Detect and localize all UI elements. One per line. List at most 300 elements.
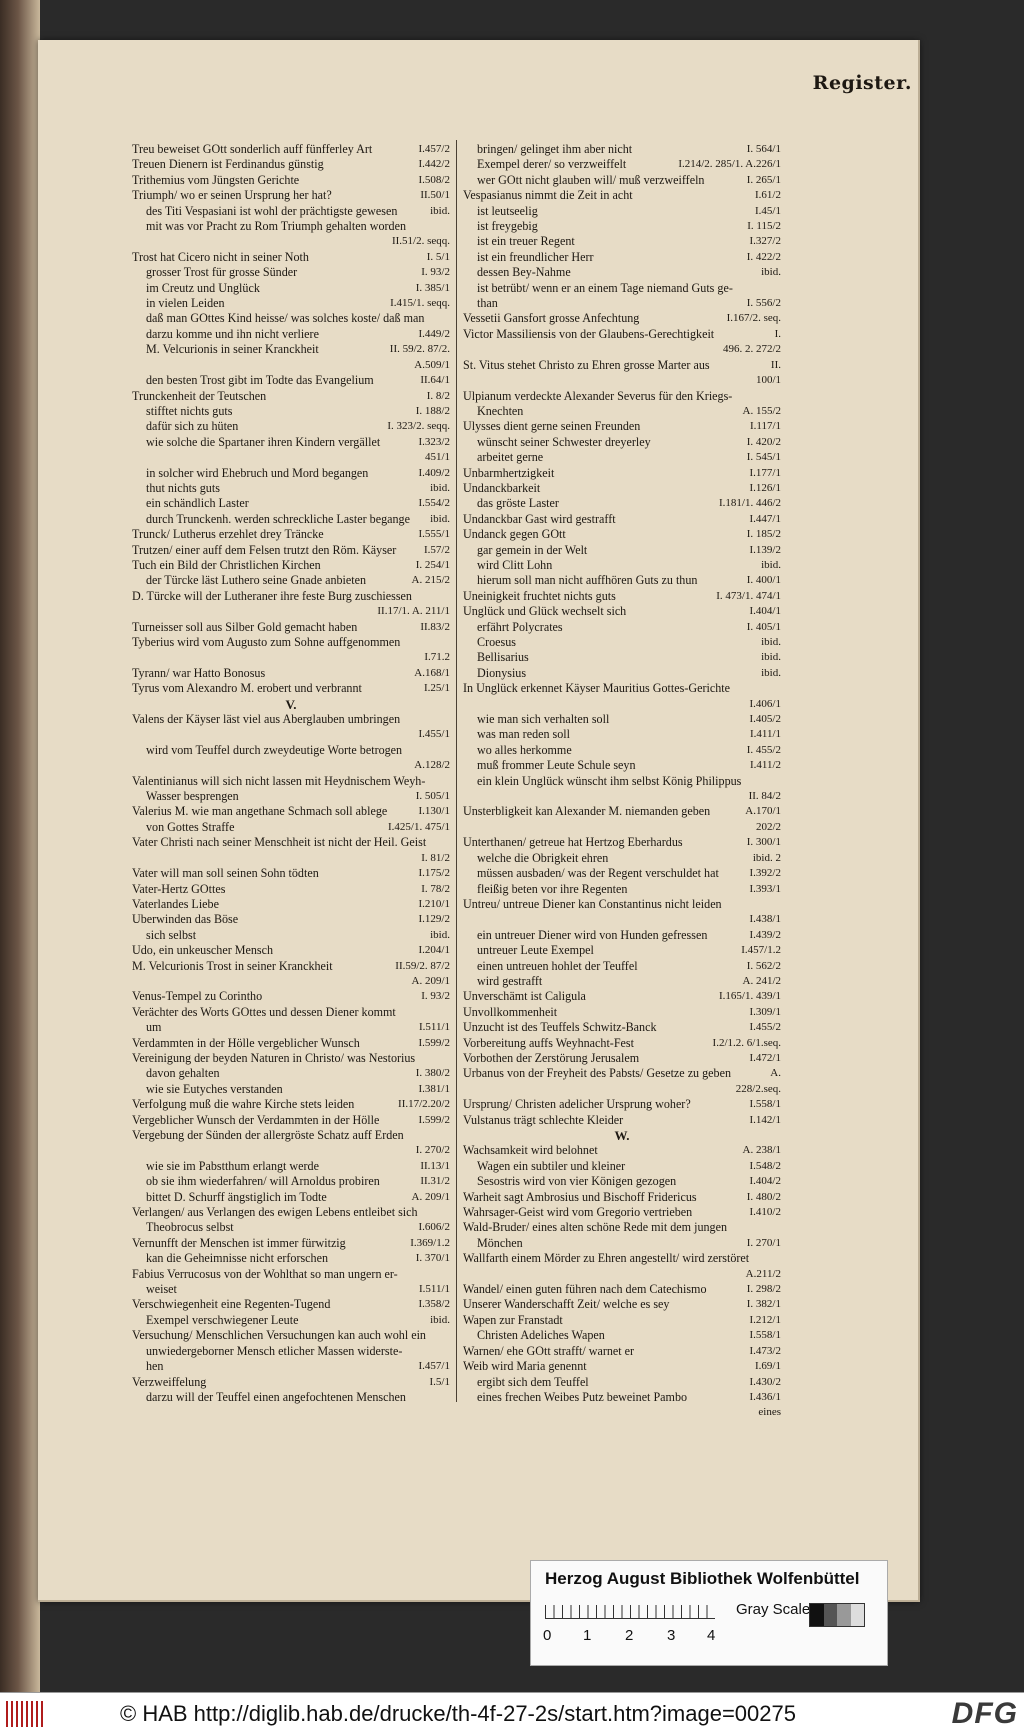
index-entry — [132, 835, 450, 850]
index-entry — [463, 820, 781, 835]
running-head: Register. — [812, 72, 912, 94]
entry-text: Vergeblicher Wunsch der Verdammten in der Hölle — [132, 1112, 380, 1127]
entry-text: ist leutseelig — [477, 203, 538, 218]
page-reference: I.2/1.2. 6/1.seq. — [710, 1036, 781, 1051]
page-reference: I.69/1 — [752, 1359, 781, 1374]
index-entry — [463, 681, 781, 696]
page-reference: I.126/1 — [747, 481, 781, 496]
index-entry — [132, 265, 450, 280]
index-entry — [463, 835, 781, 850]
index-entry — [463, 419, 781, 434]
page-reference: I.405/2 — [747, 712, 781, 727]
index-entry — [463, 1359, 781, 1374]
page-reference: I. 505/1 — [413, 789, 450, 804]
page-reference: 228/2.seq. — [735, 1082, 781, 1095]
index-entry — [132, 604, 450, 619]
entry-text: ob sie ihm wiederfahren/ will Arnoldus probiren — [146, 1174, 380, 1189]
index-entry — [463, 265, 781, 280]
index-entry — [132, 1082, 450, 1097]
entry-text: Trunck/ Lutherus erzehlet drey Träncke — [132, 527, 324, 542]
page-reference: A.170/1 — [742, 804, 781, 819]
index-entry — [132, 573, 450, 588]
footer-bar — [0, 1692, 1024, 1736]
entry-text: Croesus — [477, 635, 516, 649]
entry-text: Unserer Wanderschafft Zeit/ welche es sey — [463, 1297, 670, 1312]
entry-text: Triumph/ wo er seinen Ursprung her hat? — [132, 188, 332, 203]
page-reference: I. 81/2 — [421, 851, 450, 864]
entry-text: Versuchung/ Menschlichen Versuchungen kan auch wohl ein — [132, 1328, 426, 1343]
index-entry — [463, 496, 781, 511]
index-entry — [132, 311, 450, 326]
page-reference: I. 385/1 — [413, 281, 450, 296]
entry-text: unwiedergeborner Mensch etlicher Massen widerste- — [146, 1343, 403, 1358]
entry-text: Valerius M. wie man angethane Schmach soll ablege — [132, 804, 388, 819]
entry-text: Knechten — [477, 403, 524, 418]
entry-text: erfährt Polycrates — [477, 619, 563, 634]
index-entry — [463, 281, 781, 296]
page-reference: I.554/2 — [416, 496, 450, 511]
section-letter — [132, 697, 450, 712]
entry-text: Unverschämt ist Caligula — [463, 989, 586, 1004]
page-reference: I. 323/2. seqq. — [384, 419, 450, 434]
page-reference: ibid. — [427, 481, 450, 496]
entry-text: dafür sich zu hüten — [146, 419, 239, 434]
index-entry — [132, 1128, 450, 1143]
index-entry — [463, 1328, 781, 1343]
index-entry — [463, 1051, 781, 1066]
scale-number: 2 — [625, 1627, 634, 1644]
entry-text: davon gehalten — [146, 1066, 220, 1081]
index-entry — [463, 882, 781, 897]
entry-text: Ursprung/ Christen adelicher Ursprung woher? — [463, 1097, 691, 1112]
grayscale-label: Gray Scale — [736, 1601, 811, 1618]
scale-number: 3 — [667, 1627, 676, 1644]
entry-text: Uberwinden das Böse — [132, 912, 239, 927]
index-entry — [132, 789, 450, 804]
index-entry — [132, 774, 450, 789]
page-reference: I.323/2 — [416, 435, 450, 450]
index-entry — [132, 912, 450, 927]
index-entry — [463, 774, 781, 789]
page-reference: I.436/1 — [747, 1390, 781, 1405]
page-reference: I.442/2 — [416, 157, 450, 172]
page-reference: I.327/2 — [747, 234, 781, 249]
entry-text: Wachsamkeit wird belohnet — [463, 1143, 598, 1158]
entry-text: Vorbereitung auffs Weyhnacht-Fest — [463, 1035, 634, 1050]
swatch-patch — [837, 1604, 851, 1626]
index-entry — [463, 373, 781, 388]
page-reference: II.31/2 — [417, 1174, 450, 1189]
index-entry — [132, 1174, 450, 1189]
index-entry — [132, 296, 450, 311]
index-entry — [132, 389, 450, 404]
index-entry — [132, 1005, 450, 1020]
page-reference: I.71.2 — [424, 651, 450, 664]
index-entry — [463, 943, 781, 958]
index-entry — [132, 928, 450, 943]
index-entry — [463, 327, 781, 342]
page-reference: I.555/1 — [416, 527, 450, 542]
index-entry — [463, 743, 781, 758]
entry-text: Trost hat Cicero nicht in seiner Noth — [132, 249, 309, 264]
index-entry — [463, 481, 781, 496]
entry-text: müssen ausbaden/ was der Regent verschuldet hat — [477, 866, 719, 881]
index-entry — [463, 173, 781, 188]
index-entry — [463, 311, 781, 326]
page-reference: I. 400/1 — [744, 573, 781, 588]
index-entry — [132, 851, 450, 866]
index-entry — [463, 234, 781, 249]
page-reference: I.455/1 — [418, 728, 450, 741]
index-entry — [132, 327, 450, 342]
entry-text: Warheit sagt Ambrosius und Bischoff Fridericus — [463, 1189, 697, 1204]
entry-text: Wagen ein subtiler und kleiner — [477, 1158, 626, 1173]
index-entry — [463, 604, 781, 619]
page-reference: ibid. — [758, 265, 781, 280]
page-reference: I.430/2 — [747, 1375, 781, 1390]
page-reference: I.393/1 — [747, 882, 781, 897]
page-reference: I.606/2 — [416, 1220, 450, 1235]
entry-text: muß frommer Leute Schule seyn — [477, 758, 636, 773]
page-reference: ibid. 2 — [750, 851, 781, 866]
page-reference: I.5/1 — [427, 1375, 450, 1390]
page-reference: I.508/2 — [416, 173, 450, 188]
page-reference: I. 8/2 — [424, 389, 450, 404]
entry-text: des Titi Vespasiani ist wohl der prächtigste gewesen — [146, 203, 398, 218]
page-reference: I.599/2 — [416, 1113, 450, 1128]
entry-text: Verdammten in der Hölle vergeblicher Wunsch — [132, 1035, 360, 1050]
section-letter — [463, 1128, 781, 1143]
index-entry — [132, 173, 450, 188]
page-reference: ibid. — [427, 512, 450, 527]
index-entry — [463, 789, 781, 804]
page-reference: I.409/2 — [416, 466, 450, 481]
entry-text: M. Velcurionis Trost in seiner Kranckheit — [132, 958, 333, 973]
index-entry — [463, 1375, 781, 1390]
index-entry — [132, 373, 450, 388]
page-reference: II.83/2 — [417, 620, 450, 635]
index-entry — [463, 1174, 781, 1189]
page-reference: 100/1 — [755, 374, 781, 387]
entry-text: das gröste Laster — [477, 496, 559, 511]
index-entry — [463, 1251, 781, 1266]
index-entry — [463, 1405, 781, 1420]
page-reference: I.457/1 — [416, 1359, 450, 1374]
page-reference: I. 78/2 — [418, 882, 450, 897]
entry-text: Theobrocus selbst — [146, 1220, 234, 1235]
entry-text: Valens der Käyser läst viel aus Aberglauben umbringen — [132, 712, 401, 727]
index-entry — [132, 1390, 450, 1405]
entry-text: darzu komme und ihn nicht verliere — [146, 326, 319, 341]
index-entry — [132, 358, 450, 373]
index-entry — [463, 1220, 781, 1235]
page-reference: ibid. — [427, 928, 450, 943]
page-reference: I.130/1 — [416, 804, 450, 819]
page-reference: I.57/2 — [421, 543, 450, 558]
page-reference: I.204/1 — [416, 943, 450, 958]
card-title: Herzog August Bibliothek Wolfenbüttel — [545, 1569, 860, 1588]
index-entry — [463, 157, 781, 172]
page-reference: I.139/2 — [747, 543, 781, 558]
entry-text: der Türcke läst Luthero seine Gnade anbieten — [146, 573, 367, 588]
index-entry — [132, 589, 450, 604]
index-entry — [463, 928, 781, 943]
adjacent-page-edge — [0, 0, 40, 1692]
index-entry — [463, 1143, 781, 1158]
entry-text: Wallfarth einem Mörder zu Ehren angestellt/ wird zerstöret — [463, 1251, 750, 1266]
entry-text: darzu will der Teuffel einen angefochtenen Menschen — [146, 1389, 406, 1404]
entry-text: Vespasianus nimmt die Zeit in acht — [463, 188, 633, 203]
index-entry — [132, 1359, 450, 1374]
entry-text: Vereinigung der beyden Naturen in Christo/ was Nestorius — [132, 1050, 416, 1065]
index-entry — [463, 1297, 781, 1312]
entry-text: mit was vor Pracht zu Rom Triumph gehalten worden — [146, 219, 406, 234]
page-reference: I. 562/2 — [744, 959, 781, 974]
entry-text: Dionysius — [477, 665, 527, 680]
page-reference: I. 93/2 — [418, 989, 450, 1004]
color-calibration-card — [530, 1560, 888, 1666]
index-entry — [463, 142, 781, 157]
page-reference: I. — [772, 327, 781, 342]
entry-text: von Gottes Straffe — [146, 819, 235, 834]
entry-text: Tyberius wird vom Augusto zum Sohne auffgenommen — [132, 635, 401, 649]
page-reference: A. 209/1 — [409, 1190, 451, 1205]
index-entry — [132, 527, 450, 542]
index-entry — [463, 435, 781, 450]
hab-logo-icon — [6, 1701, 46, 1727]
entry-text: D. Türcke will der Lutheraner ihre feste Burg zuschiessen — [132, 588, 412, 603]
entry-text: Vulstanus trägt schlechte Kleider — [463, 1112, 624, 1127]
entry-text: Wahrsager-Geist wird vom Gregorio vertrieben — [463, 1205, 693, 1220]
swatch-patch — [851, 1604, 865, 1626]
entry-text: In Unglück erkennet Käyser Mauritius Gottes-Gerichte — [463, 681, 730, 696]
index-entry — [463, 558, 781, 573]
entry-text: ist ein freundlicher Herr — [477, 249, 594, 264]
page-reference: II.51/2. seqq. — [391, 235, 450, 248]
entry-text: untreuer Leute Exempel — [477, 943, 594, 958]
entry-text: Fabius Verrucosus von der Wohlthat so man ungern er- — [132, 1266, 398, 1281]
page-reference: A.211/2 — [745, 1267, 781, 1280]
entry-text: Victor Massiliensis von der Glaubens-Gerechtigkeit — [463, 326, 715, 341]
entry-text: Tyrann/ war Hatto Bonosus — [132, 665, 266, 680]
page-reference: I.558/1 — [747, 1097, 781, 1112]
page-reference: ibid. — [758, 558, 781, 573]
entry-text: sich selbst — [146, 927, 197, 942]
entry-text: Mönchen — [477, 1235, 523, 1250]
page-reference: II. 59/2. 87/2. — [387, 342, 450, 357]
index-entry — [132, 1020, 450, 1035]
page-reference: A. 155/2 — [740, 404, 782, 419]
entry-text: M. Velcurionis in seiner Kranckheit — [146, 342, 319, 357]
index-entry — [132, 1297, 450, 1312]
page-reference: I.404/2 — [747, 1174, 781, 1189]
page-reference: I.210/1 — [416, 897, 450, 912]
dfg-logo: DFG — [951, 1697, 1018, 1730]
index-entry — [132, 1143, 450, 1158]
index-entry — [132, 1344, 450, 1359]
page-reference: I. 545/1 — [744, 450, 781, 465]
index-entry — [463, 466, 781, 481]
page-reference: I. 300/1 — [744, 835, 781, 850]
entry-text: than — [477, 296, 498, 311]
page-reference: I. 422/2 — [744, 250, 781, 265]
page-reference: II.17/2.20/2 — [395, 1097, 450, 1112]
entry-text: Tuch ein Bild der Christlichen Kirchen — [132, 557, 321, 572]
index-entry — [463, 666, 781, 681]
page-reference: I.548/2 — [747, 1159, 781, 1174]
page-reference: I.165/1. 439/1 — [716, 989, 781, 1004]
footer-credit[interactable]: © HAB http://diglib.hab.de/drucke/th-4f-27-2s/start.htm?image=00275 — [120, 1701, 796, 1726]
index-entry — [463, 450, 781, 465]
index-entry — [463, 727, 781, 742]
entry-text: ist freygebig — [477, 219, 538, 234]
index-entry — [463, 188, 781, 203]
index-entry — [132, 234, 450, 249]
page-reference: I. 93/2 — [418, 265, 450, 280]
index-entry — [132, 681, 450, 696]
entry-text: Undanck gegen GOtt — [463, 527, 566, 542]
entry-text: Verlangen/ aus Verlangen des ewigen Lebens entleibet sich — [132, 1205, 418, 1220]
page-reference: I.214/2. 285/1. A.226/1 — [675, 157, 781, 172]
index-entry — [463, 804, 781, 819]
entry-text: eines frechen Weibes Putz beweinet Pambo — [477, 1389, 688, 1404]
entry-text: wünscht seiner Schwester dreyerley — [477, 434, 651, 449]
entry-text: Exempel derer/ so verzweiffelt — [477, 157, 627, 172]
index-entry — [132, 1113, 450, 1128]
page-reference: I.457/2 — [416, 142, 450, 157]
index-entry — [132, 481, 450, 496]
entry-text: Wald-Bruder/ eines alten schöne Rede mit dem jungen — [463, 1220, 728, 1235]
index-entry — [132, 1282, 450, 1297]
entry-text: weiset — [146, 1282, 177, 1297]
page-reference: II.64/1 — [417, 373, 450, 388]
page-reference: I.457/1.2 — [738, 943, 781, 958]
index-entry — [463, 204, 781, 219]
index-entry — [463, 1313, 781, 1328]
index-entry — [463, 912, 781, 927]
entry-text: Treu beweiset GOtt sonderlich auff fünfferley Art — [132, 142, 373, 156]
entry-text: ist betrübt/ wenn er an einem Tage niemand Guts ge- — [477, 280, 733, 295]
page-reference: II.13/1 — [417, 1159, 450, 1174]
index-entry — [132, 820, 450, 835]
index-entry — [132, 897, 450, 912]
index-entry — [463, 527, 781, 542]
index-entry — [132, 450, 450, 465]
swatch-patch — [824, 1604, 838, 1626]
page-reference: I.511/1 — [416, 1020, 450, 1035]
entry-text: Vater Christi nach seiner Menschheit ist nicht der Heil. Geist — [132, 835, 427, 850]
entry-text: Weib wird Maria genennt — [463, 1359, 587, 1374]
grayscale-swatch — [809, 1603, 865, 1627]
entry-text: W. — [614, 1128, 630, 1143]
page-reference: A.168/1 — [411, 666, 450, 681]
entry-text: Unterthanen/ getreue hat Hertzog Eberhardus — [463, 835, 683, 850]
index-entry — [463, 512, 781, 527]
page-reference: I. 185/2 — [744, 527, 781, 542]
index-entry — [463, 1205, 781, 1220]
entry-text: durch Trunckenh. werden schreckliche Laster begange — [146, 511, 410, 526]
entry-text: Treuen Dienern ist Ferdinandus günstig — [132, 157, 324, 172]
page-reference: II.59/2. 87/2 — [392, 959, 450, 974]
entry-text: Vergebung der Sünden der allergröste Schatz auff Erden — [132, 1128, 404, 1142]
index-entry — [463, 758, 781, 773]
entry-text: Udo, ein unkeuscher Mensch — [132, 943, 274, 958]
index-entry — [132, 1251, 450, 1266]
index-entry — [132, 1313, 450, 1328]
page-reference: A.509/1 — [414, 358, 450, 371]
page-reference: A. 215/2 — [409, 573, 451, 588]
page-reference: I. 265/1 — [744, 173, 781, 188]
page-reference: I.117/1 — [747, 419, 781, 434]
page-reference: I.177/1 — [747, 466, 781, 481]
index-entry — [132, 974, 450, 989]
index-entry — [463, 1344, 781, 1359]
index-entry — [463, 1036, 781, 1051]
index-entry — [132, 512, 450, 527]
column-divider — [456, 140, 457, 1402]
index-entry — [132, 1159, 450, 1174]
index-entry — [463, 989, 781, 1004]
entry-text: Verzweiffelung — [132, 1374, 207, 1389]
entry-text: im Creutz und Unglück — [146, 280, 260, 295]
index-entry — [463, 866, 781, 881]
entry-text: St. Vitus stehet Christo zu Ehren grosse Marter aus — [463, 357, 710, 372]
index-entry — [463, 650, 781, 665]
index-entry — [463, 389, 781, 404]
index-column-right — [463, 142, 781, 1421]
index-entry — [463, 851, 781, 866]
index-entry — [132, 882, 450, 897]
entry-text: Venus-Tempel zu Corintho — [132, 989, 263, 1004]
entry-text: ein klein Unglück wünscht ihm selbst König Philippus — [477, 773, 742, 788]
page-reference: I.473/2 — [747, 1344, 781, 1359]
entry-text: Wandel/ einen guten führen nach dem Catechismo — [463, 1282, 707, 1297]
page-reference: ibid. — [758, 666, 781, 681]
index-entry — [463, 1236, 781, 1251]
page-reference: 496. 2. 272/2 — [722, 343, 781, 356]
entry-text: Tyrus vom Alexandro M. erobert und verbrannt — [132, 681, 362, 696]
entry-text: ergibt sich dem Teuffel — [477, 1374, 589, 1389]
index-entry — [132, 1066, 450, 1081]
page-reference: I. 405/1 — [744, 620, 781, 635]
entry-text: Vater-Hertz GOttes — [132, 881, 226, 896]
entry-text: wo alles herkomme — [477, 742, 572, 757]
page-reference: I.61/2 — [752, 188, 781, 203]
index-entry — [132, 188, 450, 203]
entry-text: Verfolgung muß die wahre Kirche stets leiden — [132, 1097, 355, 1112]
page-reference: I. 270/1 — [744, 1236, 781, 1251]
page-reference: I. 455/2 — [744, 743, 781, 758]
page-reference: I.410/2 — [747, 1205, 781, 1220]
page-reference: I.447/1 — [747, 512, 781, 527]
entry-text: Unbarmhertzigkeit — [463, 465, 555, 480]
entry-text: Turneisser soll aus Silber Gold gemacht haben — [132, 619, 358, 634]
page-reference: I.175/2 — [416, 866, 450, 881]
index-entry — [132, 342, 450, 357]
entry-text: wie man sich verhalten soll — [477, 712, 610, 727]
index-entry — [132, 558, 450, 573]
page-reference: I.425/1. 475/1 — [385, 820, 450, 835]
index-entry — [463, 250, 781, 265]
entry-text: in solcher wird Ehebruch und Mord begangen — [146, 465, 369, 480]
entry-text: ein untreuer Diener wird von Hunden gefressen — [477, 927, 708, 942]
page-reference: A. 241/2 — [740, 974, 782, 989]
page-reference: A. 238/1 — [740, 1143, 782, 1158]
index-entry — [463, 897, 781, 912]
entry-text: den besten Trost gibt im Todte das Evangelium — [146, 373, 374, 388]
entry-text: wie sie im Pabstthum erlangt werde — [146, 1158, 319, 1173]
index-column-left — [132, 142, 450, 1405]
